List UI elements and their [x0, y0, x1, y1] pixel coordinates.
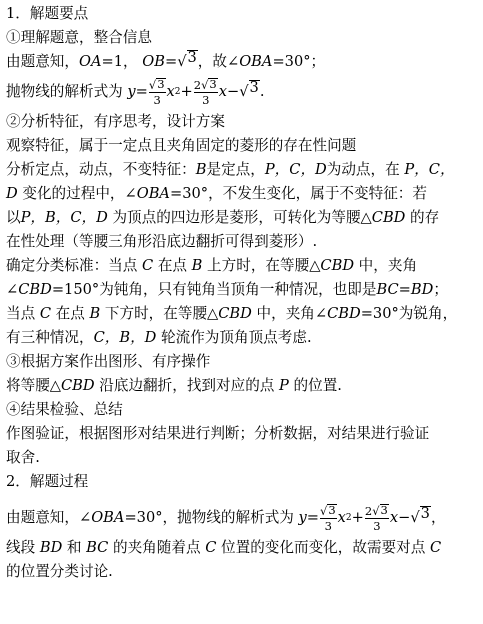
var-x: x — [166, 83, 175, 100]
fraction-2: 2 √ 3 3 — [364, 502, 388, 533]
radicand: 3 — [187, 49, 197, 66]
text: 为顶点的四边形是菱形，可转化为等腰△ — [112, 209, 372, 226]
text: 的夹角随着点 — [112, 539, 201, 556]
coef: 2 — [364, 503, 373, 518]
text: = — [398, 281, 411, 298]
paragraph-line — [6, 374, 481, 398]
numerator: 3 — [380, 502, 388, 517]
minus-sign: − — [398, 509, 411, 526]
text: 和 — [66, 539, 82, 556]
var: C，B，D — [93, 329, 157, 346]
var: P，C， — [404, 161, 455, 178]
paragraph-line — [6, 206, 481, 230]
paragraph-line — [6, 422, 481, 446]
text: 在点 — [157, 257, 188, 274]
var: CBD — [371, 209, 406, 226]
step-1-title-text: ①理解题意，整合信息 — [6, 29, 152, 46]
text: 线段 — [6, 539, 36, 556]
plus-sign: + — [351, 509, 364, 526]
var: CBD — [61, 377, 95, 394]
text: 取舍. — [6, 449, 40, 466]
denominator: 3 — [324, 518, 332, 533]
text: ∠ — [6, 281, 19, 298]
text: 观察特征，属于一定点且夹角固定的菱形的存在性问题 — [6, 137, 357, 154]
var: D — [6, 185, 18, 202]
heading-2-text: 2．解题过程 — [6, 473, 89, 490]
var-oa: OA — [78, 53, 102, 70]
sqrt-expr: √ 3 — [239, 79, 259, 100]
text: =30°； — [272, 53, 326, 70]
var: CBD — [327, 305, 361, 322]
text: = — [164, 53, 178, 70]
denominator: 3 — [373, 518, 381, 533]
var: CBD — [18, 281, 52, 298]
comma: ， — [430, 509, 446, 526]
radicand: 3 — [249, 79, 259, 96]
step-3-title-text: ③根据方案作出图形、有序操作 — [6, 353, 211, 370]
text: 有三种情况， — [6, 329, 94, 346]
var-x: x — [389, 509, 399, 526]
var: C — [205, 539, 217, 556]
var: P，C，D — [264, 161, 327, 178]
text: ，故∠ — [197, 53, 240, 70]
var-x: x — [337, 509, 346, 526]
var: OBA — [136, 185, 170, 202]
text: 以 — [6, 209, 21, 226]
step-3-title — [6, 350, 481, 374]
plus-sign: + — [180, 83, 193, 100]
var: C — [39, 305, 52, 322]
text: 作图验证，根据图形对结果进行判断；分析数据，对结果进行验证 — [6, 425, 430, 442]
fraction-2: 2 √ 3 3 — [193, 76, 217, 107]
step-2-title-text: ②分析特征，有序思考，设计方案 — [6, 113, 225, 130]
var: P — [279, 377, 289, 394]
var: P，B，C，D — [20, 209, 108, 226]
text: 变化的过程中，∠ — [22, 185, 137, 202]
text: ； — [433, 281, 448, 298]
paragraph-line — [6, 134, 481, 158]
eq-sign: = — [135, 83, 148, 100]
text: =30°，不发生变化，属于不变特征：若 — [169, 185, 427, 202]
heading-1-text: 1．解题要点 — [6, 5, 89, 22]
text: 抛物线的解析式为 — [6, 83, 123, 100]
given-line — [6, 50, 481, 74]
text: 是定点， — [206, 161, 265, 178]
text: 在性处理（等腰三角形沿底边翻折可得到菱形）. — [6, 233, 318, 250]
var: CBD — [320, 257, 355, 274]
text: =1， — [101, 53, 138, 70]
denominator: 3 — [153, 92, 161, 107]
denominator: 3 — [202, 92, 210, 107]
numerator: 3 — [157, 76, 165, 91]
numerator: 3 — [328, 502, 336, 517]
var: BC — [86, 539, 109, 556]
text: 中，夹角∠ — [256, 305, 328, 322]
var-oba: OBA — [239, 53, 273, 70]
minus-sign: − — [226, 83, 240, 100]
parabola-line: 抛物线的解析式为 y = √ 3 3 x 2 + 2 √ 3 3 x − √ 3 . — [6, 76, 265, 107]
var: C — [429, 539, 442, 556]
paragraph-line — [6, 182, 481, 206]
var: BD — [410, 281, 434, 298]
paragraph-line — [6, 254, 481, 278]
paragraph-line — [6, 536, 481, 560]
eq-sign: = — [306, 509, 320, 526]
text: 上方时，在等腰△ — [207, 257, 321, 274]
text: 由题意知，∠ — [6, 509, 92, 526]
text: 由题意知， — [6, 53, 79, 70]
text: 分析定点，动点，不变特征： — [6, 161, 196, 178]
text: 的位置分类讨论. — [6, 563, 113, 580]
paragraph-line — [6, 302, 481, 326]
text: 位置的变化而变化，故需要对点 — [221, 539, 426, 556]
var: C — [142, 257, 154, 274]
numerator: 3 — [209, 76, 217, 91]
var: OBA — [91, 509, 125, 526]
paragraph-line — [6, 560, 481, 584]
text: 沿底边翻折，找到对应的点 — [99, 377, 275, 394]
var-x: x — [218, 83, 227, 100]
paragraph-line — [6, 326, 481, 350]
text: 下方时，在等腰△ — [104, 305, 219, 322]
text: 在点 — [55, 305, 85, 322]
sqrt-expr: √ 3 — [410, 505, 430, 526]
fraction-1: √ 3 3 — [148, 76, 165, 107]
var-ob: OB — [142, 53, 165, 70]
text: =30°，抛物线的解析式为 — [124, 509, 294, 526]
text: =30°为锐角， — [360, 305, 458, 322]
period: . — [259, 83, 265, 100]
step-4-title — [6, 398, 481, 422]
paragraph-line — [6, 446, 481, 470]
process-line: 由题意知，∠ OBA =30°，抛物线的解析式为 y = √ 3 3 x 2 + 2 √ 3 3 x − √ 3 ， — [6, 502, 446, 533]
fraction-1: √ 3 3 — [320, 502, 336, 533]
text: 为动点，在 — [326, 161, 400, 178]
step-1-title — [6, 26, 481, 50]
var: B — [89, 305, 101, 322]
var-y: y — [298, 509, 307, 526]
var: BD — [39, 539, 63, 556]
text: 当点 — [6, 305, 36, 322]
paragraph-line — [6, 158, 481, 182]
radicand: 3 — [420, 505, 430, 522]
var: CBD — [218, 305, 252, 322]
var: BC — [376, 281, 399, 298]
text: 中，夹角 — [358, 257, 418, 274]
heading-2 — [6, 470, 481, 494]
text: 的位置. — [293, 377, 342, 394]
sqrt-expr: √ 3 — [177, 49, 197, 70]
text: =150°为钝角，只有钝角当顶角一种情况，也即是 — [51, 281, 377, 298]
coef: 2 — [193, 77, 202, 92]
text: 确定分类标准：当点 — [6, 257, 138, 274]
heading-1 — [6, 2, 481, 26]
var: B — [191, 257, 203, 274]
var-y: y — [127, 83, 136, 100]
text: 的存 — [410, 209, 440, 226]
paragraph-line — [6, 230, 481, 254]
text: 将等腰△ — [6, 377, 62, 394]
step-2-title — [6, 110, 481, 134]
paragraph-line — [6, 278, 481, 302]
var: B — [195, 161, 207, 178]
step-4-title-text: ④结果检验、总结 — [6, 401, 123, 418]
text: 轮流作为顶角顶点考虑. — [161, 329, 312, 346]
